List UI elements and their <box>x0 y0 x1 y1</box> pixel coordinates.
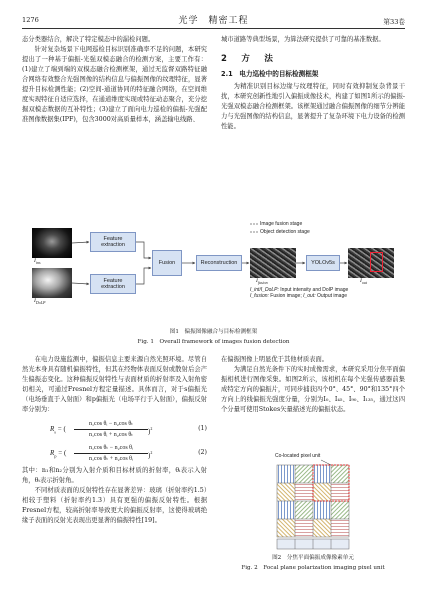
feature-extraction-box-top: Feature extraction <box>90 232 136 252</box>
page-number: 1276 <box>22 16 39 24</box>
figure-1 <box>22 220 405 318</box>
feature-extraction-box-bottom: Feature extraction <box>90 274 136 294</box>
legend-fusion-stage: Image fusion stage <box>260 221 303 227</box>
pixel-cells <box>277 465 349 537</box>
reconstruction-box: Reconstruction <box>196 255 242 271</box>
paragraph: 城市道路等典型场景，为算法研究提供了可靠的基准数据。 <box>221 36 385 43</box>
pixel-unit-label: Co-located pixel unit <box>275 453 321 459</box>
paragraph: 针对复杂场景下电网巡检目标识别准确率不足的问题，本研究提出了一种基于偏振-光强双模态融合的检测方案，主要工作有：(1)建立了端到端的双模态融合检测框架，通过无监督双路特征融合网络有效整合光强图像的结构信息与偏振图像的纹理特征，显著提升目标检测性能；(2)空间-通道协同的特征融合网络，在空间维度实现特征自适应选择，在通道维度实现或特征动态聚合，充分挖掘双模态数据的互补特性；(3)建立了面向电力巡检的偏振-光强配准图像数据集(IPF)，包含3000对高质量样本，涵盖输电线路、 <box>22 46 207 123</box>
paragraph: 态分类器结合，解决了特定模态中的漏检问题。 <box>22 36 155 43</box>
caption-en: Fig. 1 Overall framework of images fusion detection <box>137 339 290 345</box>
left-column-bottom <box>22 355 207 526</box>
journal-title: 光学 精密工程 <box>178 16 249 26</box>
paragraph: 其中：n₁和n₂分别为入射介质和目标材质的折射率，θᵢ表示入射角，θₜ表示折射角。 <box>22 467 207 484</box>
caption-en: Fig. 2 Focal plane polarization imaging pixel unit <box>241 565 385 571</box>
figure-2 <box>221 453 405 573</box>
right-column-bottom <box>221 355 405 415</box>
section-title: 2 方 法 <box>221 54 276 64</box>
figure-key: I_int/I_DoLP: Input intensity and DoIP image I_fusion: Fusion image; I_out: Output image <box>250 287 349 299</box>
output-image-label: $I_{out}$ <box>360 278 367 286</box>
intensity-image-label: $I_{ins}$ <box>34 258 41 266</box>
right-column-top <box>221 35 405 132</box>
yolo-box: YOLOv5s <box>306 255 340 271</box>
left-column-top <box>22 35 207 125</box>
legend-detection-stage: Object detection stage <box>260 229 310 235</box>
subsection-title: 2.1 电力巡检中的目标检测框架 <box>221 70 319 78</box>
fusion-box: Fusion <box>152 250 182 276</box>
figure-1-caption <box>22 327 405 345</box>
page-header <box>22 12 405 26</box>
figure-2-caption <box>221 553 405 571</box>
paragraph: 为满足自然光条件下的实时成像需求，本研究采用分焦平面偏振相机进行图像采集。如图2所示，该相机在每个光强传感器前集成特定方向的偏振片，可同步捕获四个0°、45°、90°和135°四个方向上的线偏振光强度分量，分别为I₀、I₄₅、I₉₀、I₁₃₅，通过这四个分量可使用Stokes矢量描述光的偏振状态。 <box>221 366 405 413</box>
paragraph: 在电力设施监测中，偏振信息主要来源自然光照环境。尽管自然光本身具有随机偏振特性，但其在经物体表面反射或散射后会产生偏振态变化。这种偏振反射特性与表面材质的折射率及入射角密切相关，可通过Fresnel方程定量描述。具体而言，对于s偏振光（电场垂直于入射面）和p偏振光（电场平行于入射面），偏振反射率分别为： <box>22 356 207 413</box>
equation-2: $R_p$ = ( n₁cos θₜ − n₂cos θᵢ n₁cos θₜ + n₂cos θᵢ )$^2$ (2) <box>50 445 207 462</box>
equation-1: $R_s$ = ( n₁cos θᵢ − n₂cos θₜ n₁cos θᵢ + n₂cos θₜ )$^2$ (1) <box>50 421 207 438</box>
caption-cn: 图1 偏振图像融合与目标检测框架 <box>169 329 258 335</box>
dolp-image-label: $I_{DoLP}$ <box>34 298 46 306</box>
paragraph: 不同材质表面的反射特性存在显著差异：玻璃（折射率约1.5）相较于塑料（折射率约1.3）具有更强的偏振反射特性。根据Fresnel方程，较高折射率导致更大的偏振反射率，这使得玻璃绝缘子表面的反射光表现出更显著的偏振特性[19]。 <box>22 487 207 524</box>
caption-cn: 图2 分焦平面偏振成像像素单元 <box>272 555 354 561</box>
fusion-image-label: $I_{fusion}$ <box>256 278 268 286</box>
sensor-layer <box>277 539 349 549</box>
flow-arrows <box>22 220 405 318</box>
header-rule <box>22 28 405 29</box>
paragraph: 为精准识别目标边缘与纹理特征，同时有效抑制复杂背景干扰，本研究创新性地引入偏振成像技术，构建了如图1所示的偏振-光强双模态融合检测框架。该框架通过融合偏振图像的细节分辨能力与光强图像的结构信息，显著提升了复杂环境下电力设备的检测性能。 <box>221 83 405 130</box>
paragraph: 在偏振图像上明显优于其他材质表面。 <box>221 356 329 363</box>
volume-label: 第33卷 <box>383 18 405 26</box>
